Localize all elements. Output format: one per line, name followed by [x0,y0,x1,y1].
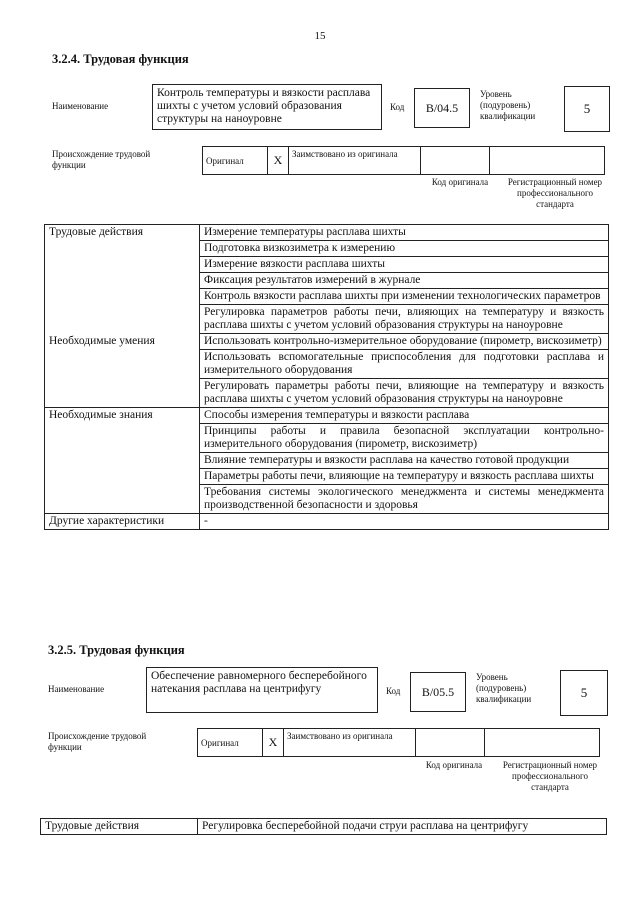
level-label-325: Уровень (подуровень) квалификации [476,672,532,704]
function-details-table-325 [40,818,607,835]
reg-number-cell-325 [485,729,600,757]
caption-original-code-324: Код оригинала [431,177,489,187]
original-cell-324: Оригинал [203,147,268,175]
function-details-table-324 [44,224,609,530]
original-cell-325: Оригинал [198,729,263,757]
function-code-324: B/04.5 [414,88,470,128]
origin-label-324: Происхождение трудовой функции [52,149,151,170]
actions-label-324: Трудовые действия [45,225,200,334]
original-code-cell-324 [421,147,490,175]
qualification-level-325: 5 [560,670,608,716]
other-label-324: Другие характеристики [45,514,200,530]
skill-item: Использовать контрольно-измерительное оборудование (пирометр, вискозиметр) [200,334,609,350]
knowledge-item: Влияние температуры и вязкости расплава на качество готовой продукции [200,453,609,469]
caption-original-code-325: Код оригинала [425,760,483,770]
caption-reg-number-325: Регистрационный номер профессионального стандарта [502,760,598,792]
name-label-324: Наименование [52,101,109,111]
origin-label-325: Происхождение трудовой функции [48,731,147,752]
page-number: 15 [314,30,326,42]
function-name-324: Контроль температуры и вязкости расплава шихты с учетом условий образования структуры на наноуровне [152,84,382,130]
reg-number-cell-324 [490,147,605,175]
action-item: Измерение вязкости расплава шихты [200,257,609,273]
action-item: Фиксация результатов измерений в журнале [200,273,609,289]
knowledge-item: Требования системы экологического менеджмента и системы менеджмента производственной безопасности и здоровья [200,485,609,514]
origin-table-325 [197,728,600,757]
qualification-level-324: 5 [564,86,610,132]
action-item: Регулировка бесперебойной подачи струи расплава на центрифугу [198,819,607,835]
name-label-325: Наименование [48,684,105,694]
original-mark-325: X [263,729,284,757]
skill-item: Регулировать параметры работы печи, влияющие на температуру и вязкость расплава шихты с учетом условий образования структуры на наноуровне [200,379,609,408]
level-label-324: Уровень (подуровень) квалификации [480,89,536,121]
action-item: Подготовка визкозиметра к измерению [200,241,609,257]
knowledge-item: Параметры работы печи, влияющие на температуру и вязкость расплава шихты [200,469,609,485]
function-name-325: Обеспечение равномерного бесперебойного натекания расплава на центрифугу [146,667,378,713]
section-heading-325: 3.2.5. Трудовая функция [48,643,185,657]
caption-reg-number-324: Регистрационный номер профессионального стандарта [507,177,603,209]
borrowed-cell-325: Заимствовано из оригинала [284,729,416,757]
original-mark-324: X [268,147,289,175]
knowledge-item: Способы измерения температуры и вязкости расплава [200,408,609,424]
origin-table-324 [202,146,605,175]
knowledge-item: Принципы работы и правила безопасной эксплуатации контрольно-измерительного оборудования (пирометр, вискозиметр) [200,424,609,453]
action-item: Контроль вязкости расплава шихты при изменении технологических параметров [200,289,609,305]
section-heading-324: 3.2.4. Трудовая функция [52,52,189,66]
borrowed-cell-324: Заимствовано из оригинала [289,147,421,175]
action-item: Регулировка параметров работы печи, влияющих на температуру и вязкость расплава шихты с учетом условий образования структуры на наноуровне [200,305,609,334]
other-value-324: - [200,514,609,530]
action-item: Измерение температуры расплава шихты [200,225,609,241]
original-code-cell-325 [416,729,485,757]
skills-label-324: Необходимые умения [45,334,200,408]
code-label-324: Код [390,102,405,112]
skill-item: Использовать вспомогательные приспособления для подготовки расплава и измерительного оборудования [200,350,609,379]
knowledge-label-324: Необходимые знания [45,408,200,514]
function-code-325: B/05.5 [410,672,466,712]
actions-label-325: Трудовые действия [41,819,198,835]
code-label-325: Код [386,686,401,696]
